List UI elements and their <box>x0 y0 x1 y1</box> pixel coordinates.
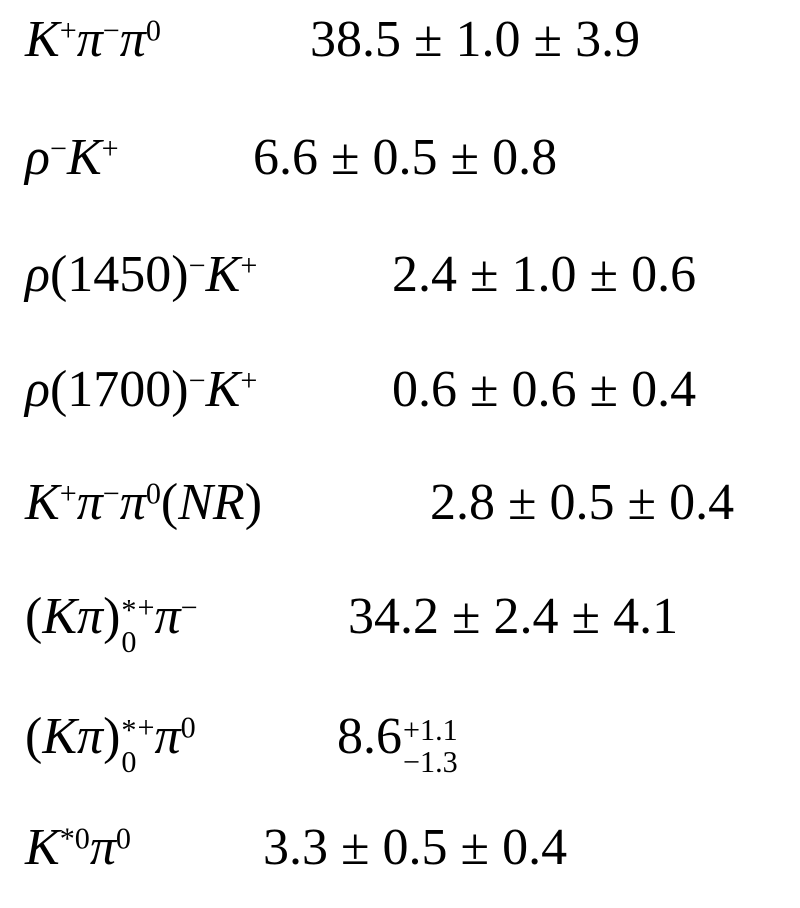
branching-fraction-value: 38.5 ± 1.0 ± 3.9 <box>310 11 641 68</box>
table-row <box>0 587 800 677</box>
decay-mode-label: ρ−K+ <box>25 129 119 186</box>
branching-fraction-value: 2.8 ± 0.5 ± 0.4 <box>430 474 735 531</box>
decay-mode-label: $K^+\pi^-\pi^0(NR)$ <box>25 474 263 531</box>
branching-fraction-value: 34.2 ± 2.4 ± 4.1 <box>348 588 679 645</box>
branching-fraction-value: 3.3 ± 0.5 ± 0.4 <box>263 819 568 876</box>
decay-mode-label: $K^{*0}\pi^0$ <box>25 819 131 876</box>
decay-mode-label: ρ(1700)−K+ <box>25 361 258 418</box>
branching-fraction-value: 2.4 ± 1.0 ± 0.6 <box>392 246 697 303</box>
branching-fraction-value: 0.6 ± 0.6 ± 0.4 <box>392 361 697 418</box>
table-row <box>0 818 800 908</box>
table-row <box>0 245 800 335</box>
table-row <box>0 360 800 450</box>
decay-mode-label: ρ(1450)−K+ <box>25 246 258 303</box>
table-row <box>0 128 800 218</box>
branching-fraction-value: 8.6 +1.1 −1.3 <box>337 708 458 779</box>
decay-mode-label: $K^+\pi^-\pi^0$ <box>25 11 161 68</box>
decay-mode-label: (Kπ) * 0 $^+\pi^0$ <box>25 708 196 779</box>
table-row <box>0 10 800 100</box>
table-row <box>0 473 800 563</box>
table-row <box>0 707 800 797</box>
branching-fraction-value: 6.6 ± 0.5 ± 0.8 <box>253 129 558 186</box>
decay-mode-label: (Kπ) * 0 +π− <box>25 588 198 659</box>
